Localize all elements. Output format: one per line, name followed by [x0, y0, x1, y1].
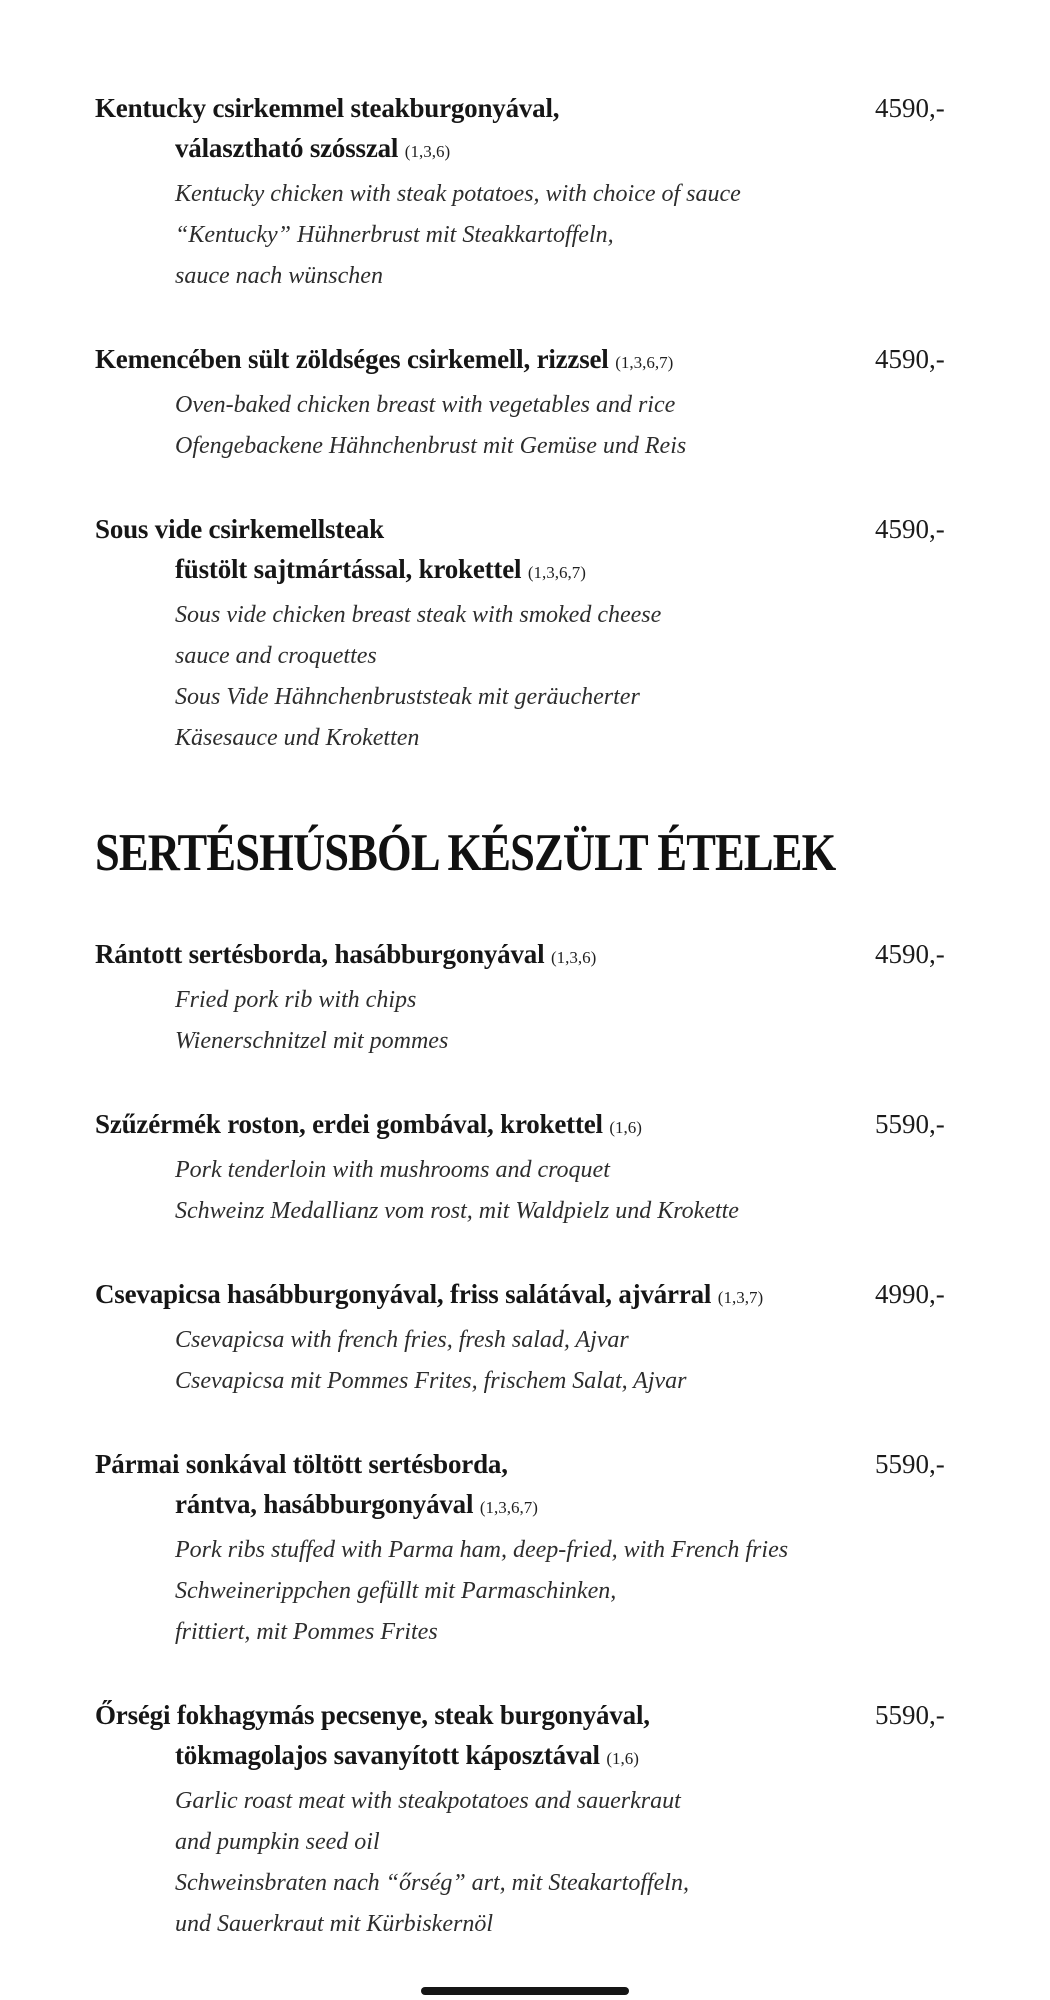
item-title-line [95, 88, 875, 128]
item-title-line [95, 509, 875, 549]
menu-content [95, 88, 995, 1987]
home-indicator-bar [421, 1987, 629, 1995]
item-price: 4590,- [875, 93, 945, 123]
allergen-codes: (1,3,6,7) [527, 563, 586, 582]
menu-item-text [95, 88, 875, 297]
allergen-codes: (1,3,6) [404, 142, 451, 161]
item-description: Pork tenderloin with mushrooms and croquet [175, 1157, 610, 1183]
menu-item [95, 1274, 995, 1402]
item-price: 4590,- [875, 939, 945, 969]
item-title: Rántott sertésborda, hasábburgonyával [95, 939, 545, 969]
allergen-codes: (1,6) [606, 1749, 639, 1768]
item-title-line [95, 1735, 875, 1779]
item-title: Csevapicsa hasábburgonyával, friss salátával, ajvárral [95, 1279, 712, 1309]
item-description: Ofengebackene Hähnchenbrust mit Gemüse und Reis [175, 433, 687, 459]
menu-item [95, 1104, 995, 1232]
allergen-codes: (1,3,7) [717, 1288, 764, 1307]
item-description: Csevapicsa with french fries, fresh salad, Ajvar [175, 1327, 629, 1353]
item-description: Oven-baked chicken breast with vegetables and rice [175, 392, 676, 418]
section-header-text: SERTÉSHÚSBÓL KÉSZÜLT ÉTELEK [95, 824, 836, 882]
item-description: Sous Vide Hähnchenbruststeak mit geräucherter [175, 684, 640, 710]
item-description: Fried pork rib with chips [175, 987, 417, 1013]
item-title-line [95, 1444, 875, 1484]
item-title: tökmagolajos savanyított káposztával [175, 1740, 600, 1770]
item-title: füstölt sajtmártással, krokettel [175, 554, 522, 584]
item-title: Kentucky csirkemmel steakburgonyával, [95, 93, 560, 123]
allergen-codes: (1,3,6) [550, 948, 597, 967]
item-price: 4990,- [875, 1279, 945, 1309]
item-title: Pármai sonkával töltött sertésborda, [95, 1449, 508, 1479]
item-title: Őrségi fokhagymás pecsenye, steak burgonyával, [95, 1700, 650, 1730]
item-description: sauce and croquettes [175, 643, 377, 669]
item-title-line [95, 1484, 875, 1528]
section-header [95, 801, 995, 894]
item-description: frittiert, mit Pommes Frites [175, 1619, 438, 1645]
item-title-line [95, 1104, 875, 1148]
menu-item-text [95, 1274, 875, 1402]
item-title: Szűzérmék roston, erdei gombával, krokettel [95, 1109, 603, 1139]
item-description: Csevapicsa mit Pommes Frites, frischem Salat, Ajvar [175, 1368, 687, 1394]
item-title-line [95, 1274, 875, 1318]
item-description: Käsesauce und Kroketten [175, 725, 420, 751]
item-description: Schweinerippchen gefüllt mit Parmaschinken, [175, 1578, 617, 1604]
item-price: 4590,- [875, 344, 945, 374]
allergen-codes: (1,3,6,7) [615, 353, 674, 372]
menu-item-text [95, 509, 875, 759]
allergen-codes: (1,3,6,7) [479, 1498, 538, 1517]
menu-item-text [95, 339, 875, 467]
item-description: Sous vide chicken breast steak with smoked cheese [175, 602, 662, 628]
menu-item [95, 934, 995, 1062]
menu-item [95, 509, 995, 759]
item-description: sauce nach wünschen [175, 263, 383, 289]
item-price: 4590,- [875, 514, 945, 544]
item-price: 5590,- [875, 1700, 945, 1730]
menu-item-text [95, 1695, 875, 1945]
menu-item [95, 88, 995, 297]
item-description: Schweinsbraten nach “őrség” art, mit Steakartoffeln, [175, 1870, 689, 1896]
item-title-line [95, 128, 875, 172]
menu-item [95, 1444, 995, 1653]
item-title: rántva, hasábburgonyával [175, 1489, 474, 1519]
menu-item [95, 339, 995, 467]
item-description: Pork ribs stuffed with Parma ham, deep-fried, with French fries [175, 1537, 789, 1563]
menu-item [95, 1695, 995, 1945]
item-title: Sous vide csirkemellsteak [95, 514, 384, 544]
item-title-line [95, 1695, 875, 1735]
menu-item-text [95, 934, 875, 1062]
item-description: Garlic roast meat with steakpotatoes and sauerkraut [175, 1788, 681, 1814]
item-title-line [95, 934, 875, 978]
item-description: Kentucky chicken with steak potatoes, with choice of sauce [175, 181, 741, 207]
item-description: Wienerschnitzel mit pommes [175, 1028, 449, 1054]
item-description: and pumpkin seed oil [175, 1829, 380, 1855]
item-title: választható szósszal [175, 133, 399, 163]
allergen-codes: (1,6) [609, 1118, 642, 1137]
menu-item-text [95, 1104, 875, 1232]
item-description: und Sauerkraut mit Kürbiskernöl [175, 1911, 493, 1937]
menu-item-text [95, 1444, 875, 1653]
item-description: Schweinz Medallianz vom rost, mit Waldpielz und Krokette [175, 1198, 739, 1224]
item-title-line [95, 549, 875, 593]
item-price: 5590,- [875, 1109, 945, 1139]
item-title: Kemencében sült zöldséges csirkemell, rizzsel [95, 344, 609, 374]
item-title-line [95, 339, 875, 383]
item-price: 5590,- [875, 1449, 945, 1479]
item-description: “Kentucky” Hühnerbrust mit Steakkartoffeln, [175, 222, 614, 248]
